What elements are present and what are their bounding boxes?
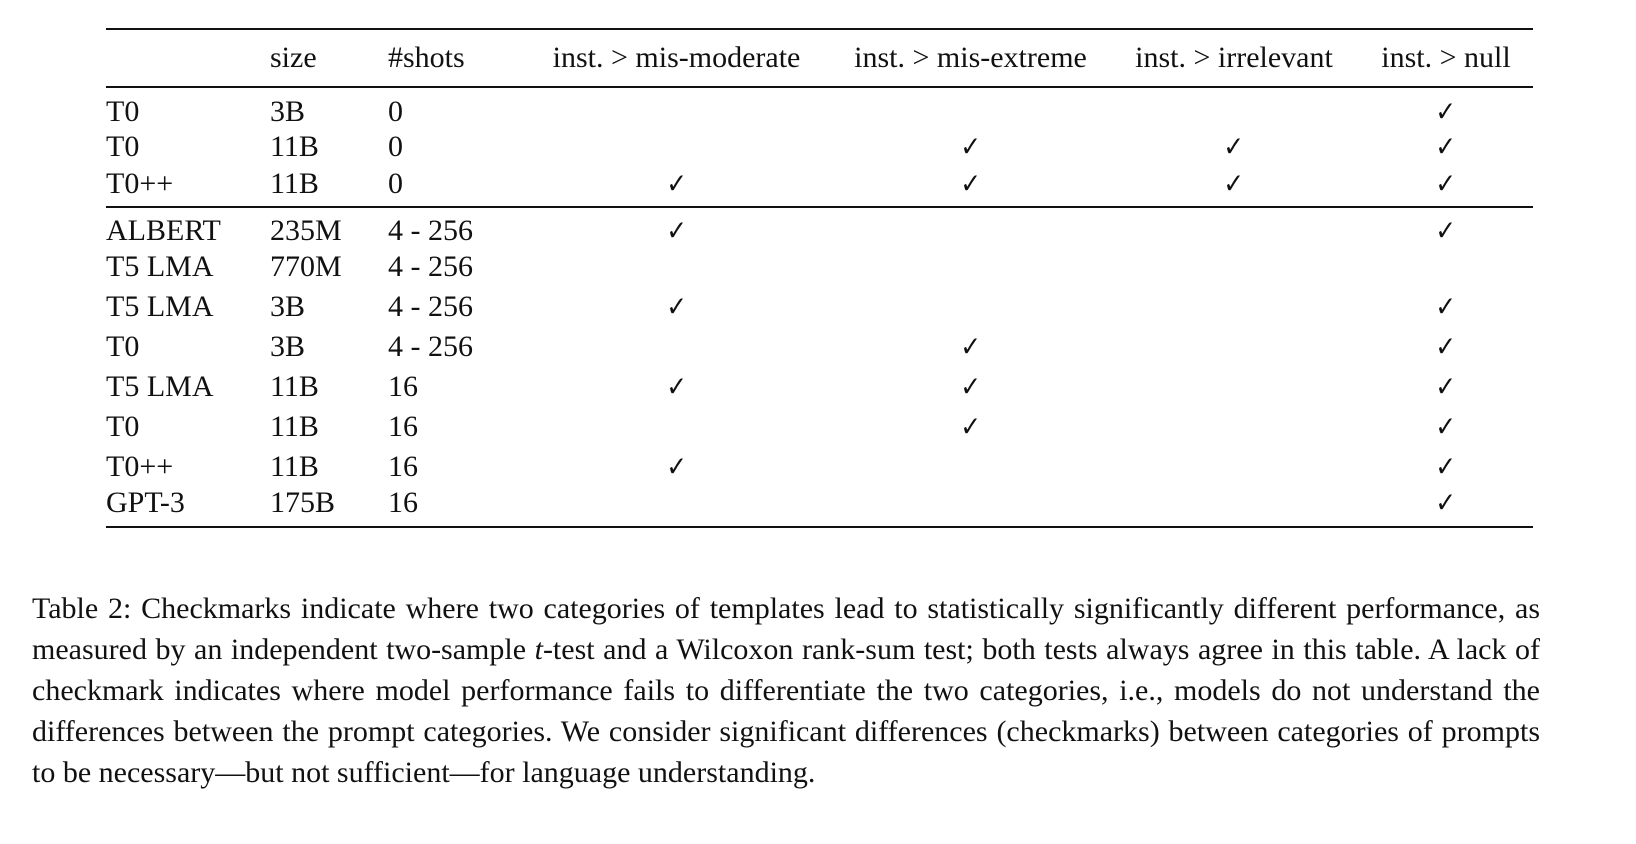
- model-cell: T0++: [106, 166, 174, 200]
- size-cell: 770M: [270, 250, 342, 283]
- header-shots: #shots: [388, 41, 465, 74]
- table-row: [106, 247, 1533, 287]
- irrelevant-check: [1109, 407, 1359, 447]
- table-row: [106, 487, 1533, 527]
- header-model: [106, 29, 270, 87]
- mis-moderate-check: [521, 127, 832, 167]
- mis-moderate-check: [521, 87, 832, 127]
- table-row: [106, 167, 1533, 207]
- mis-extreme-check: ✓: [960, 330, 981, 363]
- irrelevant-check: [1109, 87, 1359, 127]
- null-check: ✓: [1435, 485, 1457, 519]
- header-null: inst. > null: [1381, 41, 1511, 74]
- table-row: [106, 367, 1533, 407]
- table-row: [106, 87, 1533, 127]
- null-check: ✓: [1435, 130, 1457, 163]
- model-cell: T0: [106, 94, 140, 128]
- results-table: [106, 28, 1533, 528]
- size-cell: 11B: [270, 410, 319, 443]
- mis-moderate-check: [521, 247, 832, 287]
- size-cell: 11B: [270, 370, 319, 403]
- mis-extreme-check: ✓: [960, 410, 981, 443]
- irrelevant-check: [1109, 207, 1359, 247]
- irrelevant-check: [1109, 447, 1359, 487]
- mis-extreme-check: [832, 487, 1109, 527]
- size-cell: 3B: [270, 290, 306, 323]
- mis-extreme-check: [832, 247, 1109, 287]
- header-row: [106, 29, 1533, 87]
- shots-cell: 16: [388, 450, 418, 483]
- mis-extreme-check: ✓: [960, 370, 981, 403]
- table-row: [106, 327, 1533, 367]
- mis-extreme-check: [832, 87, 1109, 127]
- header-irrelevant: inst. > irrelevant: [1135, 41, 1333, 74]
- model-cell: T0++: [106, 450, 174, 483]
- irrelevant-check: [1109, 287, 1359, 327]
- caption-italic-t: t: [534, 633, 543, 666]
- mis-moderate-check: [521, 487, 832, 527]
- mis-moderate-check: ✓: [666, 166, 687, 200]
- shots-cell: 4 - 256: [388, 213, 473, 247]
- irrelevant-check: [1109, 487, 1359, 527]
- shots-cell: 0: [388, 130, 403, 163]
- mis-extreme-check: ✓: [960, 130, 981, 163]
- few-shot-group: [106, 207, 1533, 527]
- table-header: [106, 29, 1533, 87]
- table-row: [106, 127, 1533, 167]
- mis-moderate-check: [521, 327, 832, 367]
- null-check: ✓: [1435, 166, 1457, 200]
- caption-lead: Table 2: Checkmarks indicate where two categories of templates lead to statistically significantly different performance, as measured by an independent two-sample: [32, 592, 1540, 666]
- results-table-container: [106, 28, 1533, 528]
- table-row: [106, 207, 1533, 247]
- null-check: ✓: [1435, 370, 1457, 403]
- header-mis-extreme: inst. > mis-extreme: [854, 41, 1087, 74]
- shots-cell: 4 - 256: [388, 290, 473, 323]
- model-cell: ALBERT: [106, 213, 221, 247]
- shots-cell: 16: [388, 410, 418, 443]
- mis-extreme-check: [832, 447, 1109, 487]
- mis-extreme-check: [832, 207, 1109, 247]
- mis-extreme-check: ✓: [960, 166, 981, 200]
- header-mis-moderate: inst. > mis-moderate: [552, 41, 801, 74]
- mis-moderate-check: ✓: [666, 450, 687, 483]
- null-check: ✓: [1435, 213, 1457, 247]
- model-cell: T0: [106, 410, 140, 443]
- irrelevant-check: [1109, 327, 1359, 367]
- header-size: size: [270, 41, 317, 74]
- model-cell: T0: [106, 130, 140, 163]
- table-row: [106, 407, 1533, 447]
- irrelevant-check: [1109, 247, 1359, 287]
- null-check: ✓: [1435, 450, 1457, 483]
- table-row: [106, 287, 1533, 327]
- shots-cell: 16: [388, 370, 418, 403]
- shots-cell: 0: [388, 94, 403, 128]
- mis-extreme-check: [832, 287, 1109, 327]
- null-check: ✓: [1435, 290, 1457, 323]
- caption-rest: -test and a Wilcoxon rank-sum test; both tests always agree in this table. A lack of checkmark indicates where model performance fails to differentiate the two categories, i.e., models do not understand the differences between the prompt categories. We consider significant differences (checkmarks) between categories of prompts to be necessary—but not sufficient—for language understanding.: [32, 633, 1541, 789]
- size-cell: 11B: [270, 166, 319, 200]
- model-cell: GPT-3: [106, 485, 185, 519]
- shots-cell: 0: [388, 166, 403, 200]
- model-cell: T5 LMA: [106, 250, 214, 283]
- shots-cell: 4 - 256: [388, 250, 473, 283]
- size-cell: 11B: [270, 130, 319, 163]
- null-check: ✓: [1435, 94, 1457, 128]
- mis-moderate-check: [521, 407, 832, 447]
- shots-cell: 16: [388, 485, 418, 519]
- table-row: [106, 447, 1533, 487]
- model-cell: T5 LMA: [106, 290, 214, 323]
- model-cell: T0: [106, 330, 140, 363]
- mis-moderate-check: ✓: [666, 370, 687, 403]
- mis-moderate-check: ✓: [666, 213, 687, 247]
- null-check: [1359, 247, 1533, 287]
- table-caption: [32, 588, 1540, 793]
- model-cell: T5 LMA: [106, 370, 214, 403]
- irrelevant-check: [1109, 367, 1359, 407]
- null-check: ✓: [1435, 410, 1457, 443]
- size-cell: 11B: [270, 450, 319, 483]
- irrelevant-check: ✓: [1223, 130, 1245, 163]
- size-cell: 175B: [270, 485, 336, 519]
- size-cell: 235M: [270, 213, 342, 247]
- size-cell: 3B: [270, 330, 306, 363]
- zero-shot-group: [106, 87, 1533, 207]
- irrelevant-check: ✓: [1223, 166, 1245, 200]
- shots-cell: 4 - 256: [388, 330, 473, 363]
- null-check: ✓: [1435, 330, 1457, 363]
- size-cell: 3B: [270, 94, 306, 128]
- mis-moderate-check: ✓: [666, 290, 687, 323]
